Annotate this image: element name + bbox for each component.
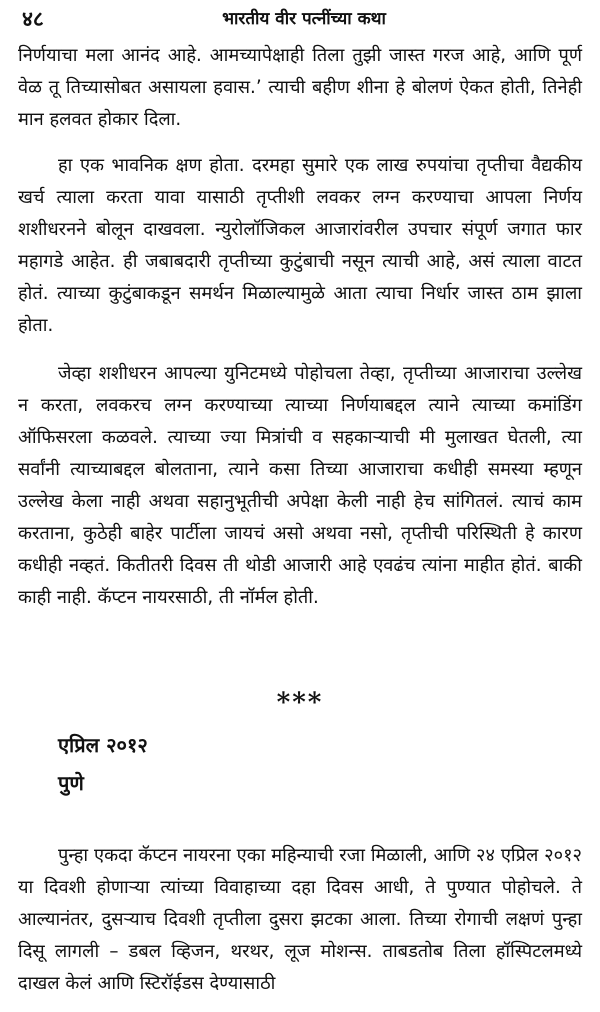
paragraph-text: निर्णयाचा मला आनंद आहे. आमच्यापेक्षाही तिला तुझी जास्त गरज आहे, आणि पूर्ण वेळ तू तिच्यासोबत असायला हवास.’ त्याची बहीण शीना हे बोलणं ऐकत होती, तिनेही मान हलवत होकार दिला.	[18, 45, 582, 130]
paragraph-text: पुन्हा एकदा कॅप्टन नायरना एका महिन्याची रजा मिळाली, आणि २४ एप्रिल २०१२ या दिवशी होणाऱ्या त्यांच्या विवाहाच्या दहा दिवस आधी, ते पुण्यात पोहोचले. ते आल्यानंतर, दुसऱ्याच दिवशी तृप्तीला दुसरा झटका आला. तिच्या रोगाची लक्षणं पुन्हा दिसू लागली – डबल व्हिजन, थरथर, लूज मोशन्स. ताबडतोब तिला हॉस्पिटलमध्ये दाखल केलं आणि स्टिरॉईडस देण्यासाठी	[18, 845, 582, 994]
paragraph-emotional-moment	[18, 150, 582, 342]
section-date: एप्रिल २०१२	[58, 733, 148, 757]
paragraph-unit-return	[18, 358, 582, 614]
paragraph-text: हा एक भावनिक क्षण होता. दरमहा सुमारे एक लाख रुपयांचा तृप्तीचा वैद्यकीय खर्च त्याला करता यावा यासाठी तृप्तीशी लवकर लग्न करण्याचा आपला निर्णय शशीधरनने बोलून दाखवला. न्युरोलॉजिकल आजारांवरील उपचार संपूर्ण जगात फार महागडे आहेत. ही जबाबदारी तृप्तीच्या कुटुंबाची नसून त्याची आहे, असं त्याला वाटत होतं. त्याच्या कुटुंबाकडून समर्थन मिळाल्यामुळे आता त्याचा निर्धार जास्त ठाम झाला होता.	[18, 155, 582, 336]
section-separator: ***	[276, 688, 324, 718]
paragraph-text: जेव्हा शशीधरन आपल्या युनिटमध्ये पोहोचला तेव्हा, तृप्तीच्या आजाराचा उल्लेख न करता, लवकरच लग्न करण्याच्या त्याच्या निर्णयाबद्दल त्याने त्याच्या कमांडिंग ऑफिसरला कळवले. त्याच्या ज्या मित्रांची व सहकाऱ्याची मी मुलाखत घेतली, त्या सर्वांनी त्याच्याबद्दल बोलताना, त्याने कसा तिच्या आजाराचा कधीही समस्या म्हणून उल्लेख केला नाही अथवा सहानुभूतीची अपेक्षा केली नाही हेच सांगितलं. त्याचं काम करताना, कुठेही बाहेर पार्टीला जायचं असो अथवा नसो, तृप्तीची परिस्थिती हे कारण कधीही नव्हतं. कितीतरी दिवस ती थोडी आजारी आहे एवढंच त्यांना माहीत होतं. बाकी काही नाही. कॅप्टन नायरसाठी, ती नॉर्मल होती.	[18, 363, 582, 608]
section-place: पुणे	[58, 771, 84, 795]
running-header	[22, 4, 586, 36]
paragraph-continued	[18, 40, 582, 136]
paragraph-leave-wedding	[18, 840, 582, 1000]
book-title: भारतीय वीर पत्नींच्या कथा	[222, 9, 386, 29]
page-number: ४८	[22, 6, 44, 31]
